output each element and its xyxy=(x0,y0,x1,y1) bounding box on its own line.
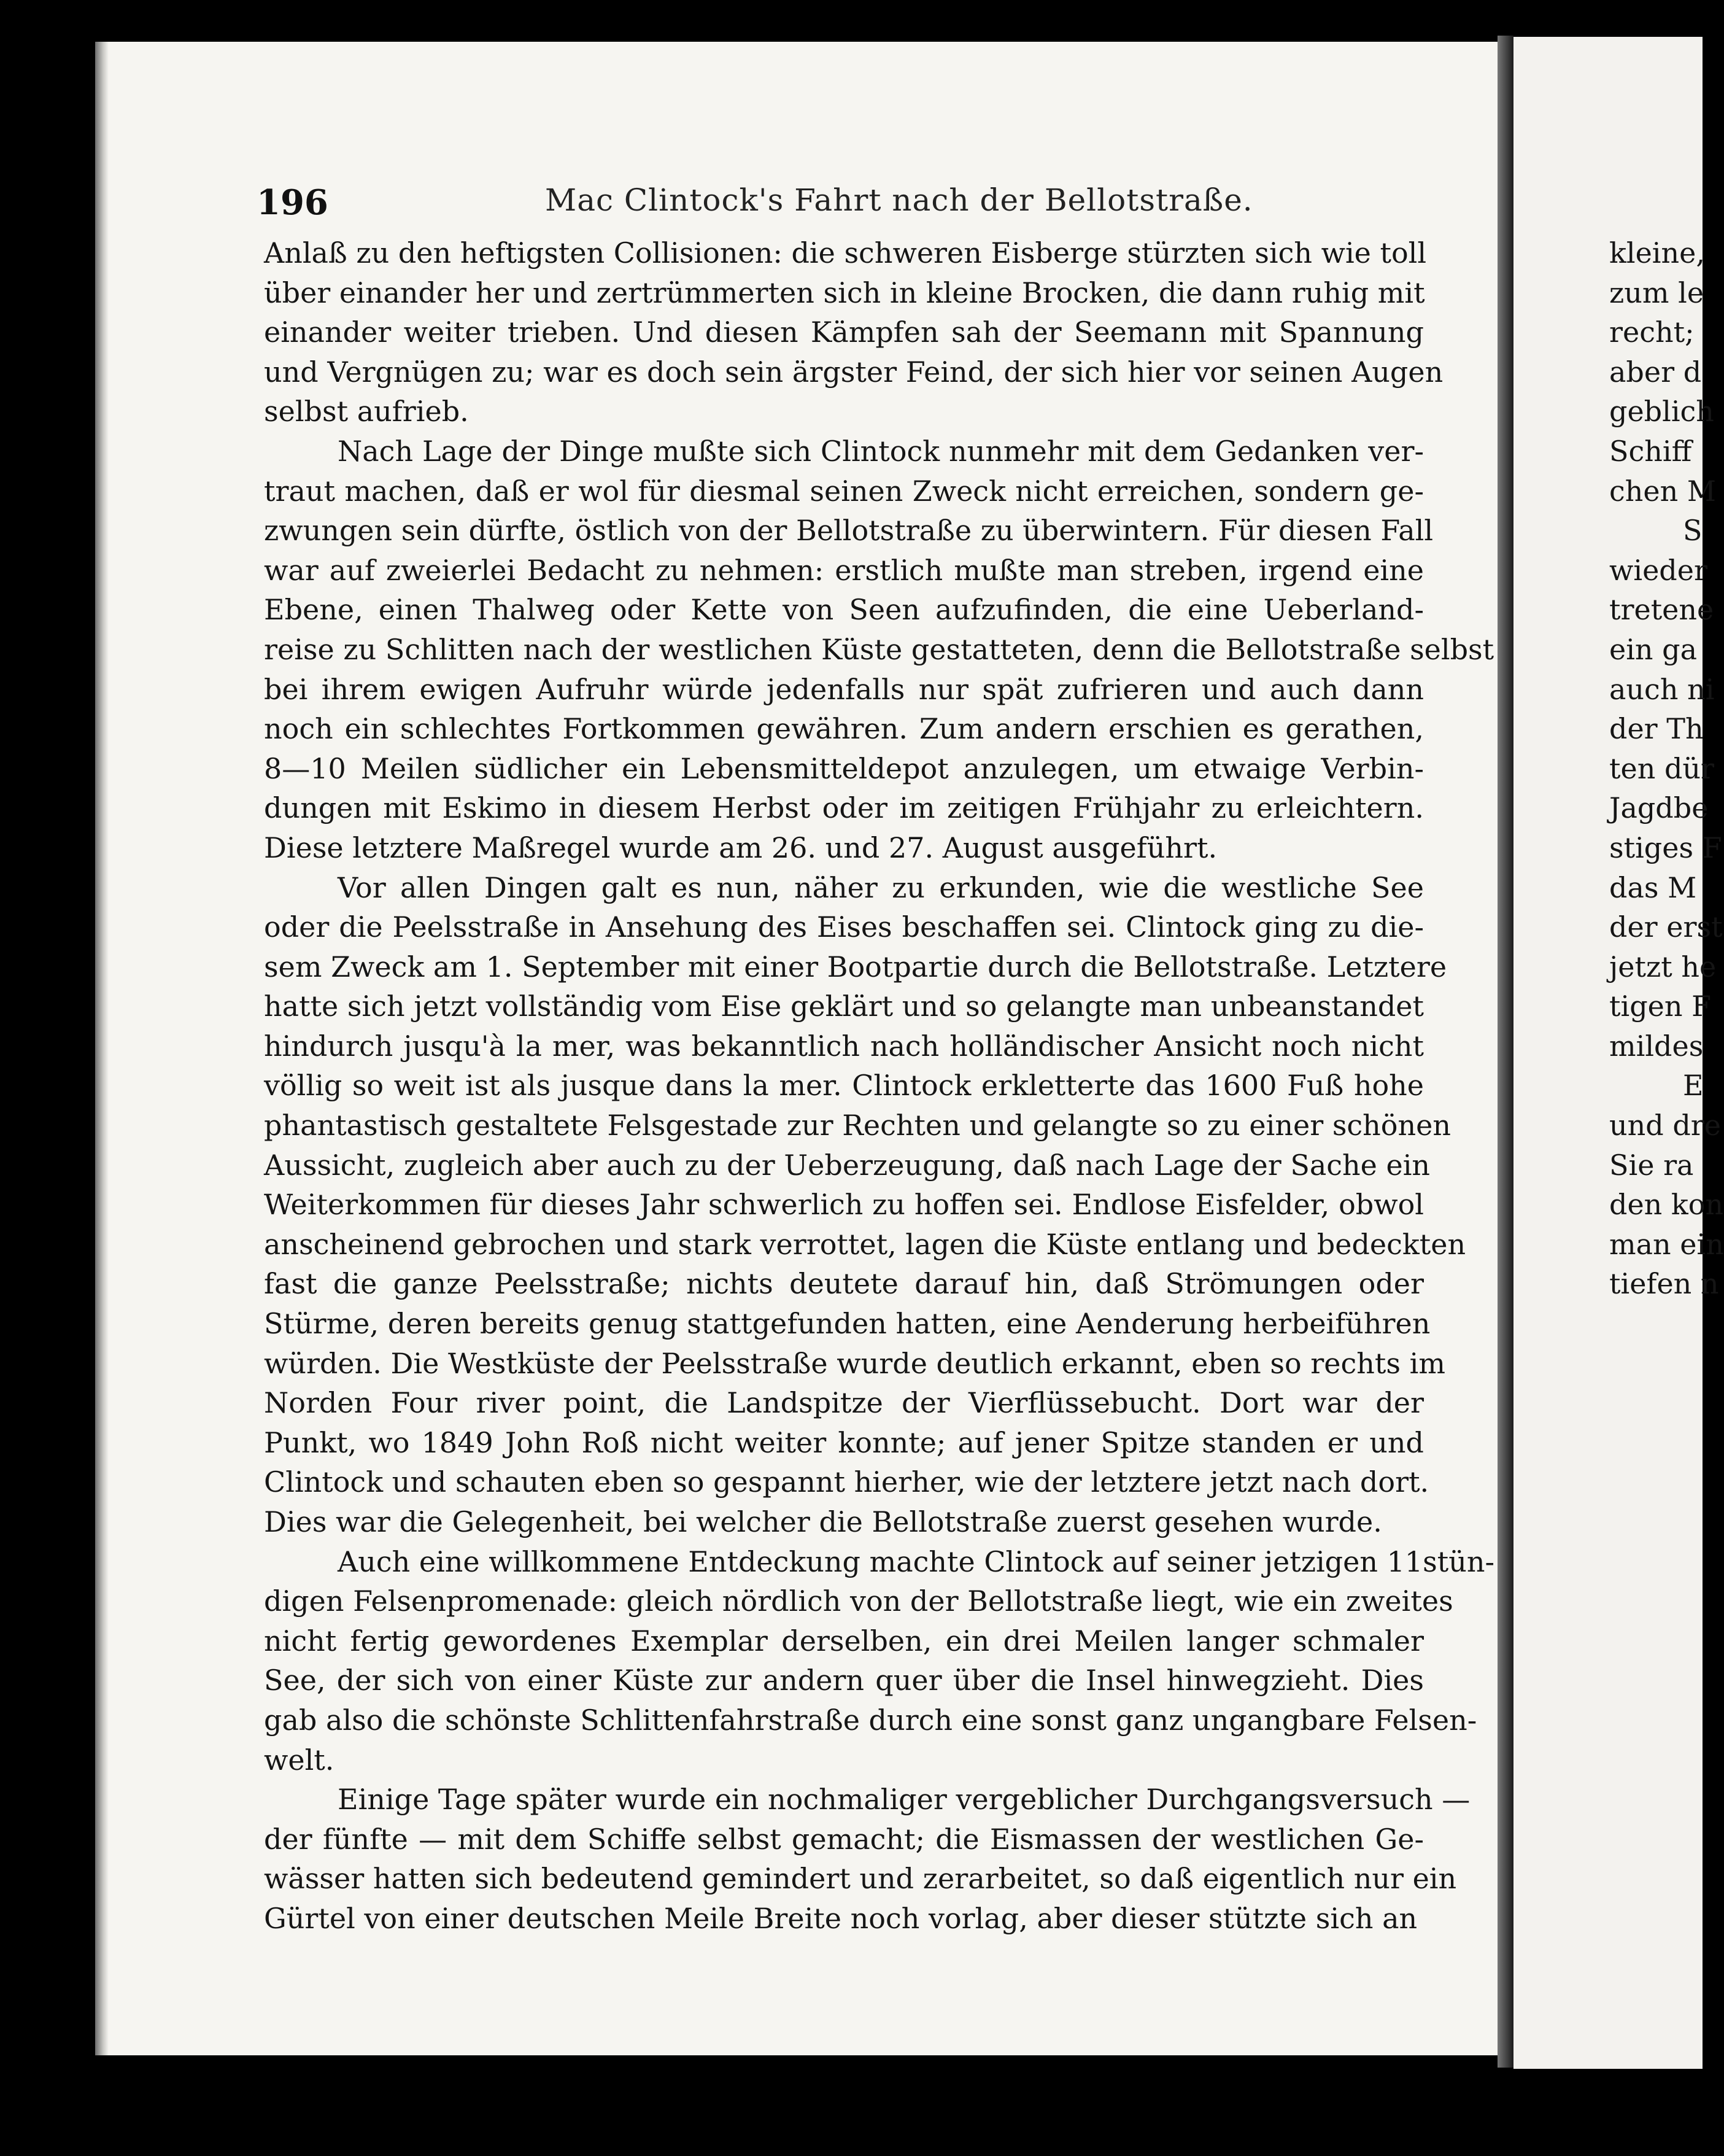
facing-page-line: recht; xyxy=(1609,316,1695,349)
facing-page-line: das M xyxy=(1609,871,1697,904)
facing-page-line: mildes xyxy=(1609,1029,1704,1063)
text-line: 8—10 Meilen südlicher ein Lebensmitteldepot anzulegen, um etwaige Verbin- xyxy=(264,751,1424,785)
facing-page-line: tigen F xyxy=(1609,990,1712,1023)
text-line: bei ihrem ewigen Aufruhr würde jedenfalls nur spät zufrieren und auch dann xyxy=(264,672,1424,706)
text-line: zwungen sein dürfte, östlich von der Bellotstraße zu überwintern. Für diesen Fall xyxy=(264,514,1434,548)
facing-page-line: den kon xyxy=(1609,1188,1724,1222)
facing-page-text-fragments xyxy=(1609,233,1724,1304)
text-line: reise zu Schlitten nach der westlichen Küste gestatteten, denn die Bellotstraße selbst xyxy=(264,632,1494,666)
text-line: gab also die schönste Schlittenfahrstraße durch eine sonst ganz ungangbare Felsen- xyxy=(264,1703,1477,1737)
facing-page-line: der erst xyxy=(1609,910,1723,944)
text-line: Auch eine willkommene Entdeckung machte Clintock auf seiner jetzigen 11stün- xyxy=(338,1545,1494,1578)
facing-page-line: auch ni xyxy=(1609,672,1715,706)
running-head: Mac Clintock's Fahrt nach der Bellotstraße. xyxy=(545,182,1253,218)
text-line: würden. Die Westküste der Peelsstraße wurde deutlich erkannt, eben so rechts im xyxy=(264,1346,1445,1380)
text-line: Aussicht, zugleich aber auch zu der Ueberzeugung, daß nach Lage der Sache ein xyxy=(264,1148,1431,1182)
text-line: Clintock und schauten eben so gespannt hierher, wie der letztere jetzt nach dort. xyxy=(264,1465,1429,1499)
page-gutter-edge xyxy=(95,42,109,2055)
text-line: völlig so weit ist als jusque dans la mer. Clintock erkletterte das 1600 Fuß hohe xyxy=(264,1069,1424,1103)
facing-page-line: Jagdbe xyxy=(1609,791,1709,825)
text-line: hatte sich jetzt vollständig vom Eise geklärt und so gelangte man unbeanstandet xyxy=(264,990,1424,1023)
text-line: Nach Lage der Dinge mußte sich Clintock nunmehr mit dem Gedanken ver- xyxy=(338,434,1424,468)
facing-page-line: chen M xyxy=(1609,474,1716,508)
text-line: digen Felsenpromenade: gleich nördlich von der Bellotstraße liegt, wie ein zweites xyxy=(264,1584,1453,1618)
facing-page-line: stiges F xyxy=(1609,831,1722,864)
text-line: Anlaß zu den heftigsten Collisionen: die schweren Eisberge stürzten sich wie toll xyxy=(264,236,1427,270)
text-line: Stürme, deren bereits genug stattgefunden hatten, eine Aenderung herbeiführen xyxy=(264,1307,1431,1341)
text-line: Vor allen Dingen galt es nun, näher zu erkunden, wie die westliche See xyxy=(338,871,1424,904)
facing-page-line: kleine, xyxy=(1609,236,1705,270)
text-line: noch ein schlechtes Fortkommen gewähren. Zum andern erschien es gerathen, xyxy=(264,712,1424,746)
body-text xyxy=(264,233,1494,1939)
text-line: Einige Tage später wurde ein nochmaliger vergeblicher Durchgangsversuch — xyxy=(338,1783,1471,1817)
text-line: wässer hatten sich bedeutend gemindert und zerarbeitet, so daß eigentlich nur ein xyxy=(264,1862,1457,1896)
facing-page-line: der Th xyxy=(1609,712,1704,746)
text-line: phantastisch gestaltete Felsgestade zur Rechten und gelangte so zu einer schönen xyxy=(264,1109,1451,1142)
facing-page-line: aber d xyxy=(1609,355,1702,389)
text-line: See, der sich von einer Küste zur andern quer über die Insel hinwegzieht. Dies xyxy=(264,1664,1424,1697)
text-line: der fünfte — mit dem Schiffe selbst gemacht; die Eismassen der westlichen Ge- xyxy=(264,1822,1424,1856)
text-line: fast die ganze Peelsstraße; nichts deutete darauf hin, daß Strömungen oder xyxy=(264,1267,1424,1301)
facing-page-line: Schiff xyxy=(1609,434,1692,468)
text-line: welt. xyxy=(264,1743,334,1777)
facing-page-line: jetzt he xyxy=(1609,950,1717,983)
text-line: Diese letztere Maßregel wurde am 26. und 27. August ausgeführt. xyxy=(264,831,1218,864)
page-spine-shadow xyxy=(1498,36,1513,2068)
facing-page-line: geblich xyxy=(1609,395,1714,428)
facing-page-line: und dre xyxy=(1609,1109,1721,1142)
text-line: Gürtel von einer deutschen Meile Breite noch vorlag, aber dieser stützte sich an xyxy=(264,1901,1418,1935)
facing-page-line: Sie ra xyxy=(1609,1148,1694,1182)
text-line: Punkt, wo 1849 John Roß nicht weiter konnte; auf jener Spitze standen er und xyxy=(264,1425,1424,1459)
text-line: über einander her und zertrümmerten sich in kleine Brocken, die dann ruhig mit xyxy=(264,276,1425,309)
facing-page-line: tiefen n xyxy=(1609,1267,1719,1301)
facing-page-line: zum le xyxy=(1609,276,1704,309)
text-line: Norden Four river point, die Landspitze der Vierflüssebucht. Dort war der xyxy=(264,1386,1424,1420)
page-header xyxy=(257,169,1423,230)
text-line: nicht fertig gewordenes Exemplar derselben, ein drei Meilen langer schmaler xyxy=(264,1624,1424,1658)
text-line: Weiterkommen für dieses Jahr schwerlich zu hoffen sei. Endlose Eisfelder, obwol xyxy=(264,1188,1424,1222)
text-line: Ebene, einen Thalweg oder Kette von Seen aufzufinden, die eine Ueberland- xyxy=(264,593,1424,627)
facing-page-line: tretene xyxy=(1609,593,1714,627)
text-line: sem Zweck am 1. September mit einer Bootpartie durch die Bellotstraße. Letztere xyxy=(264,950,1447,983)
text-line: und Vergnügen zu; war es doch sein ärgster Feind, der sich hier vor seinen Augen xyxy=(264,355,1444,389)
facing-page-line: S xyxy=(1683,514,1703,548)
text-line: dungen mit Eskimo in diesem Herbst oder im zeitigen Frühjahr zu erleichtern. xyxy=(264,791,1424,825)
facing-page-line: ein ga xyxy=(1609,632,1698,666)
page-number: 196 xyxy=(257,182,328,223)
facing-page-line: man ein xyxy=(1609,1227,1724,1261)
facing-page-line: ten dür xyxy=(1609,751,1715,785)
text-line: anscheinend gebrochen und stark verrottet, lagen die Küste entlang und bedeckten xyxy=(264,1227,1466,1261)
text-line: oder die Peelsstraße in Ansehung des Eises beschaffen sei. Clintock ging zu die- xyxy=(264,910,1424,944)
text-line: hindurch jusqu'à la mer, was bekanntlich nach holländischer Ansicht noch nicht xyxy=(264,1029,1424,1063)
text-line: war auf zweierlei Bedacht zu nehmen: erstlich mußte man streben, irgend eine xyxy=(264,553,1424,587)
facing-page-line: wieder xyxy=(1609,553,1707,587)
text-line: einander weiter trieben. Und diesen Kämpfen sah der Seemann mit Spannung xyxy=(264,316,1424,349)
facing-page-line: E xyxy=(1683,1069,1704,1103)
text-line: traut machen, daß er wol für diesmal seinen Zweck nicht erreichen, sondern ge- xyxy=(264,474,1424,508)
text-line: selbst aufrieb. xyxy=(264,395,469,428)
text-line: Dies war die Gelegenheit, bei welcher die Bellotstraße zuerst gesehen wurde. xyxy=(264,1505,1382,1538)
